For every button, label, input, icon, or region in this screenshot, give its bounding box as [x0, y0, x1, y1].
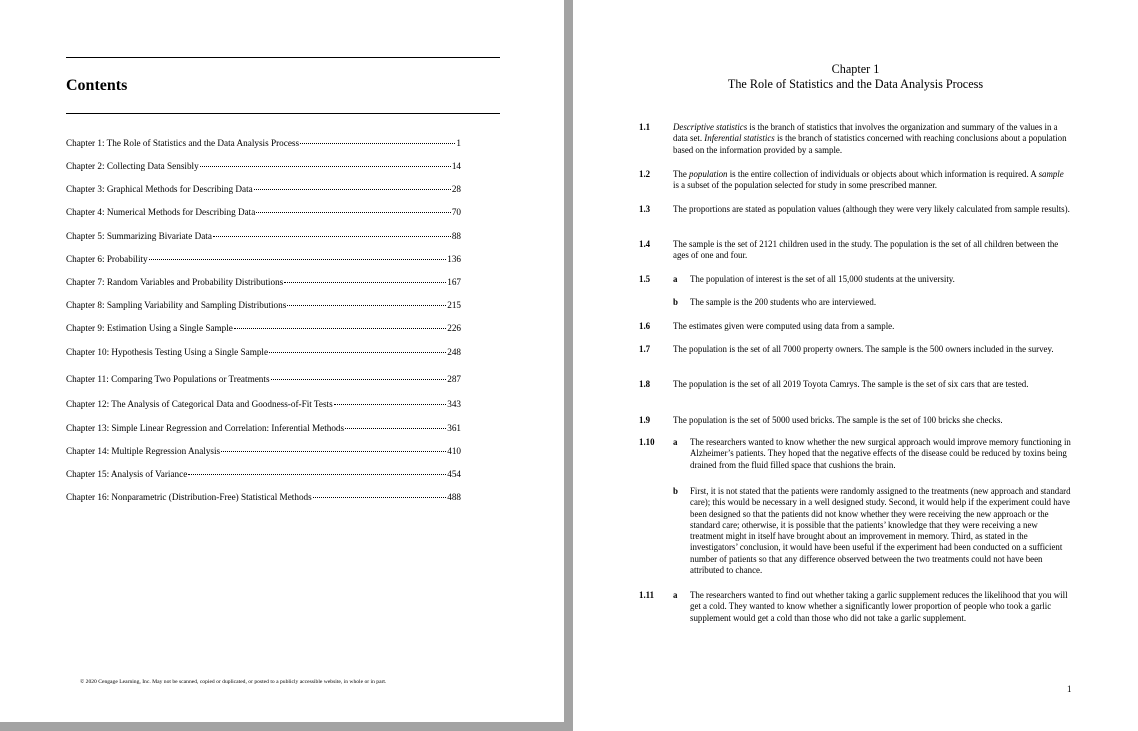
toc-entry-page: 167 [447, 277, 461, 287]
toc-entry-page: 28 [451, 184, 461, 194]
contents-heading: Contents [66, 77, 128, 94]
toc-entry-title: Chapter 8: Sampling Variability and Sampling Distributions [66, 300, 287, 310]
right-page [573, 0, 1138, 731]
page-number: 1 [1067, 684, 1072, 694]
answer-text-segment: The proportions are stated as population values (although they were very likely calculated from sample results). [673, 204, 1070, 214]
answer-text-segment: is a subset of the population selected for study in some prescribed manner. [673, 180, 937, 191]
toc-entry-page: 14 [451, 161, 461, 171]
exercise-answer-text [690, 274, 1071, 285]
toc-entry-title: Chapter 12: The Analysis of Categorical Data and Goodness-of-Fit Tests [66, 399, 333, 409]
exercise-part-label: a [673, 590, 678, 600]
toc-entry[interactable] [66, 347, 461, 357]
toc-leader-dots [284, 282, 446, 283]
toc-leader-dots [188, 474, 446, 475]
toc-leader-dots [300, 143, 455, 144]
toc-entry-title: Chapter 16: Nonparametric (Distribution-Free) Statistical Methods [66, 492, 312, 502]
exercise-number: 1.5 [639, 274, 651, 284]
exercise-part-label: a [673, 274, 678, 284]
exercise-answer-text [690, 590, 1071, 624]
toc-entry[interactable] [66, 161, 461, 171]
exercise-part-label: a [673, 437, 678, 447]
answer-text-segment: The population of interest is the set of all 15,000 students at the university. [690, 274, 955, 284]
toc-entry-page: 1 [456, 138, 461, 148]
toc-leader-dots [334, 404, 447, 405]
answer-text-segment: is the branch of statistics that involves the organization and summary of the values in a data set. [673, 122, 1058, 144]
toc-entry-page: 248 [447, 347, 461, 357]
exercise-answer-text [673, 321, 1071, 332]
italic-term: sample [1038, 169, 1064, 179]
copyright-notice: © 2020 Cengage Learning, Inc. May not be scanned, copied or duplicated, or posted to a publicly accessible website, in whole or in part. [80, 679, 387, 685]
italic-term: Descriptive statistics [673, 122, 748, 132]
toc-leader-dots [256, 212, 451, 213]
chapter-title: The Role of Statistics and the Data Analysis Process [727, 77, 984, 91]
exercise-number: 1.2 [639, 169, 651, 179]
exercise-answer-text [673, 122, 1071, 156]
exercise-number: 1.4 [639, 239, 651, 249]
exercise-number: 1.3 [639, 204, 651, 214]
answer-text-segment: The population is the set of all 2019 Toyota Camrys. The sample is the set of six cars that are tested. [673, 379, 1029, 389]
toc-entry[interactable] [66, 231, 461, 241]
exercise-part-label: b [673, 486, 678, 496]
left-page [0, 0, 564, 722]
toc-entry-title: Chapter 14: Multiple Regression Analysis [66, 446, 221, 456]
toc-entry[interactable] [66, 300, 461, 310]
answer-text-segment: The estimates given were computed using data from a sample. [673, 321, 895, 331]
toc-entry-title: Chapter 4: Numerical Methods for Describing Data [66, 207, 256, 217]
toc-leader-dots [271, 379, 447, 380]
answer-text-segment: The [673, 169, 690, 179]
toc-entry-page: 361 [447, 423, 461, 433]
exercise-number: 1.7 [639, 344, 651, 354]
toc-leader-dots [200, 166, 451, 167]
exercise-number: 1.1 [639, 122, 651, 132]
exercise-number: 1.8 [639, 379, 651, 389]
exercise-answer-text [690, 297, 1071, 308]
toc-entry-title: Chapter 2: Collecting Data Sensibly [66, 161, 199, 171]
toc-entry-page: 215 [447, 300, 461, 310]
toc-entry[interactable] [66, 446, 461, 456]
toc-entry[interactable] [66, 254, 461, 264]
answer-text-segment: is the entire collection of individuals or objects about which information is required. A [727, 169, 1039, 179]
toc-entry-title: Chapter 13: Simple Linear Regression and Correlation: Inferential Methods [66, 423, 345, 433]
answer-text-segment: is the branch of statistics concerned with reaching conclusions about a population based on the information provided by a sample. [673, 133, 1067, 155]
toc-entry[interactable] [66, 277, 461, 287]
answer-text-segment: First, it is not stated that the patients were randomly assigned to the treatments (new approach and standard care); this would be necessary in a well designed study. Second, it would help if the experiment could have been designed so that the patients did not know whether they were receiving the new approach or the standard care; otherwise, it is possible that the patients’ knowledge that they were receiving a new treatment might in itself have brought about an improvement in memory. Third, as stated in the investigators’ conclusion, it would have been useful if the experiment had been conducted on a sufficient number of patients so that any difference observed between the two treatments could not have been attributed to chance. [690, 486, 1071, 576]
toc-entry-page: 454 [447, 469, 461, 479]
toc-entry[interactable] [66, 399, 461, 409]
toc-entry-title: Chapter 10: Hypothesis Testing Using a Single Sample [66, 347, 269, 357]
exercise-answer-text [690, 486, 1071, 576]
toc-entry[interactable] [66, 184, 461, 194]
toc-entry-page: 343 [447, 399, 461, 409]
heading-rule [66, 113, 500, 114]
exercise-answer-text [673, 415, 1071, 426]
exercise-number: 1.9 [639, 415, 651, 425]
toc-entry-title: Chapter 15: Analysis of Variance [66, 469, 188, 479]
toc-entry[interactable] [66, 469, 461, 479]
toc-entry-title: Chapter 9: Estimation Using a Single Sample [66, 323, 233, 333]
toc-leader-dots [345, 428, 446, 429]
toc-entry[interactable] [66, 323, 461, 333]
toc-entry[interactable] [66, 207, 461, 217]
answer-text-segment: The researchers wanted to know whether the new surgical approach would improve memory functioning in Alzheimer’s patients. They hoped that the negative effects of the disease could be reduced by toxins being drained from the fluid filled space that cushions the brain. [690, 437, 1071, 470]
toc-leader-dots [254, 189, 451, 190]
exercise-answer-text [673, 379, 1071, 390]
toc-entry[interactable] [66, 374, 461, 384]
toc-leader-dots [234, 328, 446, 329]
toc-entry-title: Chapter 7: Random Variables and Probability Distributions [66, 277, 284, 287]
toc-entry-title: Chapter 11: Comparing Two Populations or Treatments [66, 374, 270, 384]
toc-entry-title: Chapter 1: The Role of Statistics and the Data Analysis Process [66, 138, 300, 148]
italic-term: population [689, 169, 728, 179]
exercise-number: 1.11 [639, 590, 655, 600]
toc-entry-title: Chapter 3: Graphical Methods for Describing Data [66, 184, 253, 194]
exercise-number: 1.10 [639, 437, 655, 447]
exercise-part-label: b [673, 297, 678, 307]
toc-entry-page: 287 [447, 374, 461, 384]
toc-entry[interactable] [66, 138, 461, 148]
toc-leader-dots [313, 497, 447, 498]
toc-leader-dots [221, 451, 446, 452]
toc-leader-dots [287, 305, 446, 306]
toc-entry-title: Chapter 6: Probability [66, 254, 148, 264]
answer-text-segment: The population is the set of 5000 used bricks. The sample is the set of 100 bricks she checks. [673, 415, 1003, 425]
exercise-answer-text [690, 437, 1071, 471]
answer-text-segment: The sample is the 200 students who are interviewed. [690, 297, 877, 307]
exercise-number: 1.6 [639, 321, 651, 331]
toc-leader-dots [269, 352, 446, 353]
toc-entry[interactable] [66, 423, 461, 433]
toc-entry-title: Chapter 5: Summarizing Bivariate Data [66, 231, 212, 241]
answer-text-segment: The sample is the set of 2121 children used in the study. The population is the set of all children between the ages of one and four. [673, 239, 1059, 261]
toc-entry-page: 488 [447, 492, 461, 502]
toc-entry-page: 88 [451, 231, 461, 241]
toc-entry-page: 226 [447, 323, 461, 333]
toc-leader-dots [149, 259, 447, 260]
toc-entry-page: 410 [447, 446, 461, 456]
answer-text-segment: The researchers wanted to find out whether taking a garlic supplement reduces the likelihood that you will get a cold. They wanted to know whether a significantly lower proportion of people who took a garlic supplement would get a cold than those who did not take a garlic supplement. [690, 590, 1068, 623]
exercise-answer-text [673, 204, 1071, 215]
toc-leader-dots [213, 236, 451, 237]
exercise-answer-text [673, 344, 1071, 355]
chapter-label: Chapter 1 [831, 62, 880, 76]
exercise-answer-text [673, 169, 1071, 192]
italic-term: Inferential statistics [704, 133, 775, 144]
top-rule [66, 57, 500, 58]
toc-entry-page: 136 [447, 254, 461, 264]
exercise-answer-text [673, 239, 1071, 262]
toc-entry-page: 70 [451, 207, 461, 217]
toc-entry[interactable] [66, 492, 461, 502]
answer-text-segment: The population is the set of all 7000 property owners. The sample is the 500 owners included in the survey. [673, 344, 1054, 354]
